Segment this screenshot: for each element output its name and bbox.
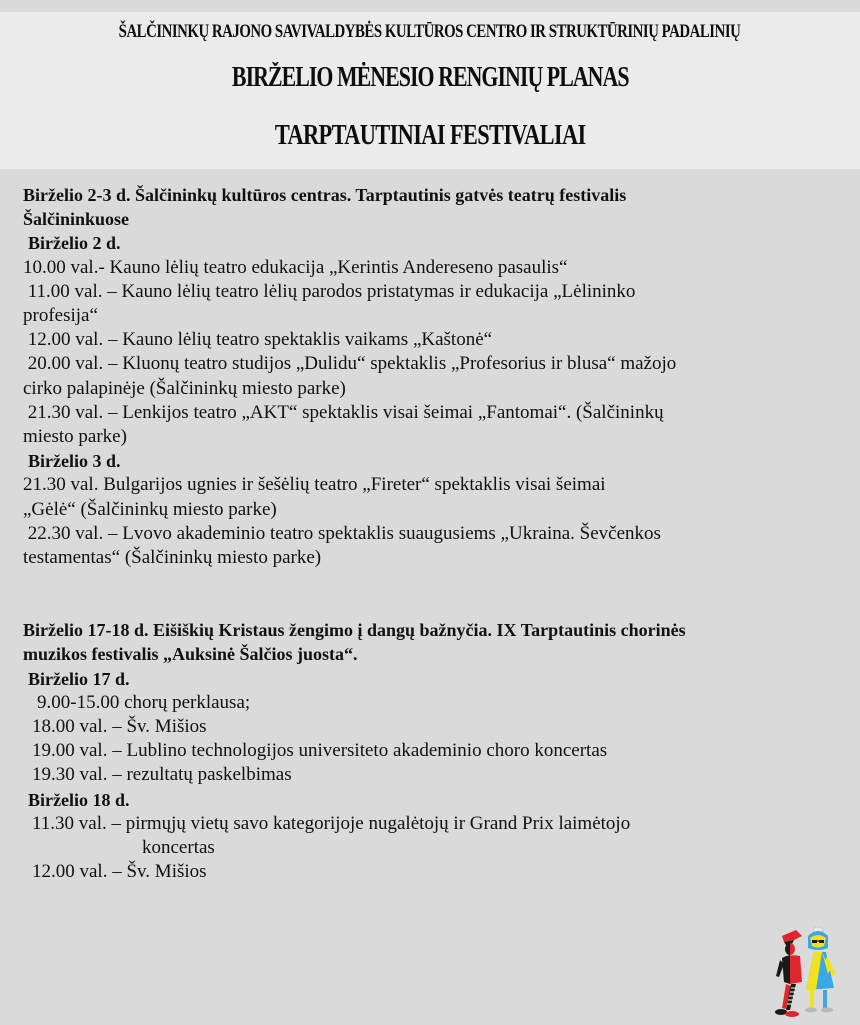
event-line: testamentas“ (Šalčininkų miesto parke) [23,547,322,569]
event-line: 11.30 val. – pirmųjų vietų savo kategorijoje nugalėtojų ir Grand Prix laimėtojo [32,812,631,834]
harlequin-figures-drawing [772,924,842,1020]
event-line: 18.00 val. – Šv. Mišios [32,716,207,738]
page-title: BIRŽELIO MĖNESIO RENGINIŲ PLANAS [231,62,629,93]
festival-heading: Birželio 17-18 d. Eišiškių Kristaus žengimo į dangų bažnyčia. IX Tarptautinis chorinės [23,620,686,641]
day-label: Birželio 3 d. [28,451,121,472]
festival-heading: Šalčininkuose [23,209,130,230]
festival-list [23,183,823,884]
event-line: 19.30 val. – rezultatų paskelbimas [32,764,292,786]
event-line: 19.00 val. – Lublino technologijos universiteto akademinio choro koncertas [32,740,608,762]
blue-yellow-figure [805,927,836,1013]
event-line: 11.00 val. – Kauno lėlių teatro lėlių parodos pristatymas ir edukacija „Lėlininko [23,280,636,302]
day-label: Birželio 17 d. [28,668,130,689]
festival-section [23,183,823,570]
jester-figure [775,930,802,1017]
event-line: „Gėlė“ (Šalčininkų miesto parke) [23,498,277,520]
section-gap [23,570,823,618]
day-label: Birželio 18 d. [28,789,130,810]
organization-title: ŠALČININKŲ RAJONO SAVIVALDYBĖS KULTŪROS CENTRO IR STRUKTŪRINIŲ PADALINIŲ [119,21,741,42]
event-line: profesija“ [23,305,98,327]
event-line: miesto parke) [23,426,127,448]
event-line: 12.00 val. – Šv. Mišios [32,861,207,883]
page-subtitle: TARPTAUTINIAI FESTIVALIAI [274,120,586,151]
festival-heading: Birželio 2-3 d. Šalčininkų kultūros centras. Tarptautinis gatvės teatrų festivalis [23,185,627,205]
event-line: 22.30 val. – Lvovo akademinio teatro spektaklis suaugusiems „Ukraina. Ševčenkos [23,522,661,544]
event-line: 20.00 val. – Kluonų teatro studijos „Dulidu“ spektaklis „Profesorius ir blusa“ mažojo [23,353,677,375]
event-line: 21.30 val. – Lenkijos teatro „AKT“ spektaklis visai šeimai „Fantomai“. (Šalčininkų [23,401,664,423]
festival-section [23,618,823,884]
day-label: Birželio 2 d. [28,233,121,254]
event-line: koncertas [142,837,215,859]
harlequin-figures-icon [772,924,842,1020]
festival-heading: muzikos festivalis „Auksinė Šalčios juosta“. [23,644,358,665]
event-line: 12.00 val. – Kauno lėlių teatro spektaklis vaikams „Kaštonė“ [23,329,493,351]
event-line: 10.00 val.- Kauno lėlių teatro edukacija „Kerintis Andereseno pasaulis“ [23,256,568,278]
event-line: 21.30 val. Bulgarijos ugnies ir šešėlių teatro „Fireter“ spektaklis visai šeimai [23,474,606,496]
event-line: 9.00-15.00 chorų perklausa; [37,691,251,713]
event-line: cirko palapinėje (Šalčininkų miesto parke) [23,377,346,399]
